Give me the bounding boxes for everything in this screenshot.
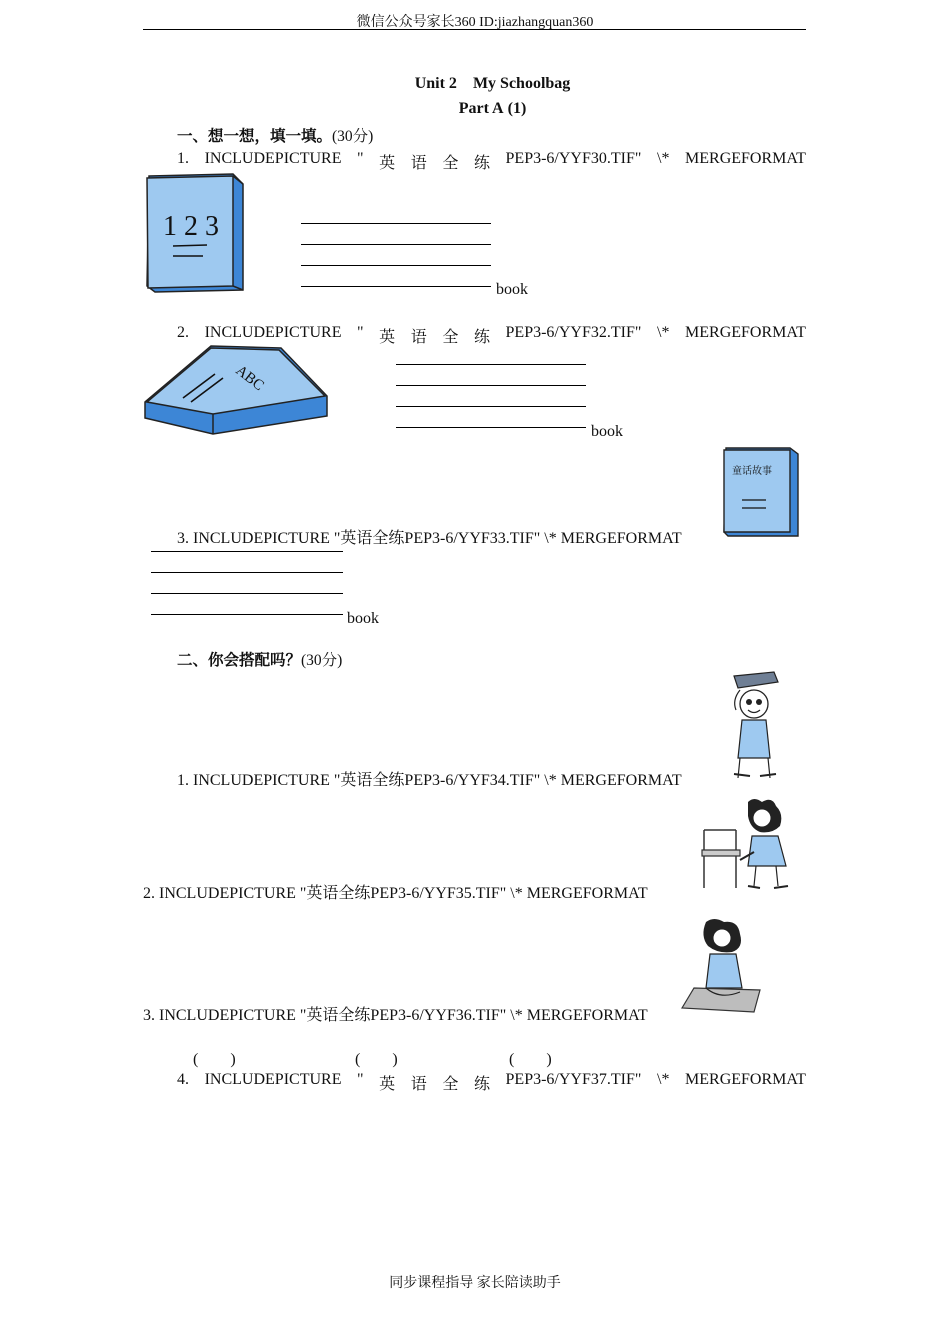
q2-token: MERGEFORMAT	[685, 324, 806, 341]
section-1-heading	[177, 124, 373, 146]
q1-token: MERGEFORMAT	[685, 150, 806, 167]
question-4-line	[177, 1071, 806, 1094]
q2-token: 英	[379, 329, 396, 346]
q2-token: PEP3-6/YYF32.TIF"	[505, 324, 642, 341]
english-book-image	[143, 344, 329, 436]
q2-token: INCLUDEPICTURE	[204, 324, 342, 341]
storybook-image	[722, 446, 800, 538]
q3-book-suffix: book	[347, 610, 379, 627]
math-book-label: 1 2 3	[163, 211, 219, 242]
q4-token: PEP3-6/YYF37.TIF"	[505, 1071, 642, 1088]
part-number: (1)	[507, 100, 527, 117]
answer-line[interactable]	[151, 593, 343, 594]
answer-line[interactable]	[301, 265, 491, 266]
unit-title	[0, 75, 950, 93]
answer-paren-1[interactable]: ( )	[193, 1051, 236, 1068]
q4-token: 4.	[177, 1071, 189, 1088]
q2-token: 全	[442, 329, 459, 346]
header-rule	[143, 29, 806, 30]
q2-token: \*	[657, 324, 670, 341]
girl-with-chair-image	[696, 796, 808, 892]
unit-topic: My Schoolbag	[472, 75, 571, 92]
q2-token: 练	[473, 329, 490, 346]
q1-token: 全	[442, 155, 459, 172]
answer-line[interactable]	[396, 427, 586, 428]
q4-token: 全	[442, 1076, 459, 1093]
q4-token: MERGEFORMAT	[685, 1071, 806, 1088]
q1-token: 1.	[177, 150, 189, 167]
q1-token: INCLUDEPICTURE	[204, 150, 342, 167]
question-1-line	[177, 150, 806, 173]
match-item-3: 3. INCLUDEPICTURE "英语全练PEP3-6/YYF36.TIF" \* MERGEFORMAT	[143, 1007, 648, 1024]
answer-line[interactable]	[151, 614, 343, 615]
answer-line[interactable]	[301, 223, 491, 224]
answer-line[interactable]	[301, 244, 491, 245]
question-3-line: 3. INCLUDEPICTURE "英语全练PEP3-6/YYF33.TIF" \* MERGEFORMAT	[177, 530, 682, 547]
answer-line[interactable]	[396, 364, 586, 365]
q4-token: 语	[410, 1076, 427, 1093]
q1-token: \*	[657, 150, 670, 167]
q4-token: 英	[379, 1076, 396, 1093]
answer-line[interactable]	[396, 385, 586, 386]
unit-label: Unit 2	[414, 75, 457, 92]
answer-line[interactable]	[396, 406, 586, 407]
storybook-label: 童话故事	[732, 466, 772, 477]
q2-book-suffix: book	[591, 423, 623, 440]
q1-token: 练	[473, 155, 490, 172]
q2-token: 2.	[177, 324, 189, 341]
q2-token: "	[357, 324, 364, 341]
q1-token: PEP3-6/YYF30.TIF"	[505, 150, 642, 167]
section-2-heading	[177, 648, 342, 670]
math-book-image	[145, 172, 247, 296]
q1-token: "	[357, 150, 364, 167]
q4-token: INCLUDEPICTURE	[204, 1071, 342, 1088]
section-1-points: (30分)	[332, 128, 374, 145]
q4-token: 练	[473, 1076, 490, 1093]
part-title	[0, 100, 950, 118]
section-2-title: 二、你会搭配吗？	[177, 651, 302, 669]
part-label: Part A	[458, 100, 504, 117]
q4-token: \*	[657, 1071, 670, 1088]
q1-token: 英	[379, 155, 396, 172]
q2-token: 语	[410, 329, 427, 346]
answer-line[interactable]	[151, 551, 343, 552]
answer-line[interactable]	[151, 572, 343, 573]
section-1-title: 一、想一想，填一填。	[177, 127, 333, 145]
english-book-label: ABC	[232, 362, 267, 395]
section-2-points: (30分)	[301, 652, 343, 669]
page-footer: 同步课程指导 家长陪读助手	[389, 1276, 561, 1291]
page-header: 微信公众号家长360 ID:jiazhangquan360	[356, 15, 594, 30]
child-book-on-head-image	[724, 670, 784, 782]
answer-line[interactable]	[301, 286, 491, 287]
q1-book-suffix: book	[496, 281, 528, 298]
answer-paren-3[interactable]: ( )	[509, 1051, 552, 1068]
answer-paren-2[interactable]: ( )	[355, 1051, 398, 1068]
girl-sitting-image	[680, 918, 764, 1016]
match-item-1: 1. INCLUDEPICTURE "英语全练PEP3-6/YYF34.TIF" \* MERGEFORMAT	[177, 772, 682, 789]
q1-token: 语	[410, 155, 427, 172]
q4-token: "	[357, 1071, 364, 1088]
match-item-2: 2. INCLUDEPICTURE "英语全练PEP3-6/YYF35.TIF" \* MERGEFORMAT	[143, 885, 648, 902]
